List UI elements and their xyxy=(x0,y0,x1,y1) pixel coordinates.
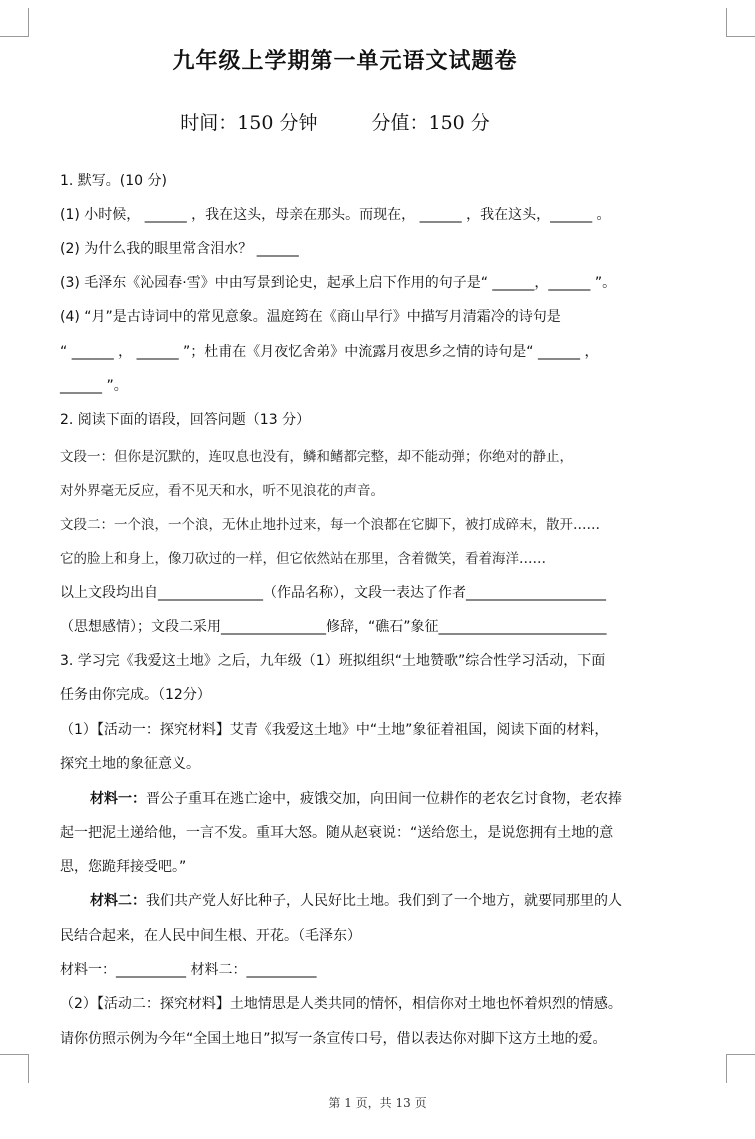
crop-mark-top-right xyxy=(726,8,755,37)
page-title: 九年级上学期第一单元语文试题卷 xyxy=(172,49,518,74)
q1-item-4-cont: “ ______ ， ______ ”；杜甫在《月夜忆舍弟》中流露月夜思乡之情的诗句是“ ______ ， xyxy=(60,344,599,360)
q2-passage-1-cont: 对外界毫无反应，看不见天和水，听不见浪花的声音。 xyxy=(60,483,384,499)
exam-score: 分值：150 分 xyxy=(371,112,490,134)
q2-question-cont: （思想感情）；文段二采用_______________修辞，“礁石”象征________________________ xyxy=(60,619,607,635)
material-1-end: 思，您跪拜接受吧。” xyxy=(60,859,187,875)
material-2: 材料二：我们共产党人好比种子，人民好比土地。我们到了一个地方，就要同那里的人 xyxy=(90,893,622,909)
material-answer: 材料一：__________ 材料二：__________ xyxy=(60,962,317,978)
q1-heading: 1. 默写。(10 分) xyxy=(60,173,167,189)
material-1: 材料一：晋公子重耳在逃亡途中，疲饿交加，向田间一位耕作的老农乞讨食物，老农捧 xyxy=(90,791,622,807)
material-2-cont: 民结合起来，在人民中间生根、开花。（毛泽东） xyxy=(60,928,361,944)
q3-activity-1-cont: 探究土地的象征意义。 xyxy=(60,756,200,772)
q3-heading: 3. 学习完《我爱这土地》之后，九年级（1）班拟组织“土地赞歌”综合性学习活动，下面 xyxy=(60,653,606,669)
q1-item-3: (3) 毛泽东《沁园春·雪》中由写景到论史，起承上启下作用的句子是“ ______，______ ”。 xyxy=(60,275,617,291)
crop-mark-bottom-left xyxy=(0,1054,29,1083)
page-footer: 第 1 页，共 13 页 xyxy=(328,1096,427,1110)
q2-question: 以上文段均出自_______________（作品名称），文段一表达了作者____________________ xyxy=(60,585,606,601)
q2-passage-2: 文段二：一个浪，一个浪，无休止地扑过来，每一个浪都在它脚下，被打成碎末，散开…… xyxy=(60,517,600,533)
q1-item-2: (2) 为什么我的眼里常含泪水？ ______ xyxy=(60,241,299,257)
q2-passage-2-cont: 它的脸上和身上，像刀砍过的一样，但它依然站在那里，含着微笑，看着海洋…… xyxy=(60,551,546,567)
exam-info xyxy=(0,108,670,135)
q1-item-1: (1) 小时候， ______ ，我在这头，母亲在那头。而现在， ______ ，我在这头，______ 。 xyxy=(60,207,611,223)
material-1-label: 材料一： xyxy=(90,791,146,807)
q3-activity-1: （1）【活动一：探究材料】艾青《我爱这土地》中“土地”象征着祖国，阅读下面的材料， xyxy=(60,722,609,738)
material-1-cont: 起一把泥土递给他，一言不发。重耳大怒。随从赵衰说：“送给您土，是说您拥有土地的意 xyxy=(60,825,614,841)
q1-item-4-end: ______ ”。 xyxy=(60,378,128,394)
q2-heading: 2. 阅读下面的语段，回答问题（13 分） xyxy=(60,412,311,428)
crop-mark-bottom-right xyxy=(726,1054,755,1083)
q3-activity-2-cont: 请你仿照示例为今年“全国土地日”拟写一条宣传口号，借以表达你对脚下这方土地的爱。 xyxy=(60,1031,607,1047)
material-2-label: 材料二： xyxy=(90,893,146,909)
q3-activity-2: （2）【活动二：探究材料】土地情思是人类共同的情怀，相信你对土地也怀着炽烈的情感。 xyxy=(60,996,622,1012)
crop-mark-top-left xyxy=(0,8,29,37)
q1-item-4: (4) “月”是古诗词中的常见意象。温庭筠在《商山早行》中描写月清霜冷的诗句是 xyxy=(60,309,561,325)
q3-heading-cont: 任务由你完成。（12分） xyxy=(60,687,211,703)
exam-time: 时间：150 分钟 xyxy=(180,112,318,134)
q2-passage-1: 文段一：但你是沉默的，连叹息也没有，鳞和鳍都完整，却不能动弹；你绝对的静止， xyxy=(60,449,573,465)
